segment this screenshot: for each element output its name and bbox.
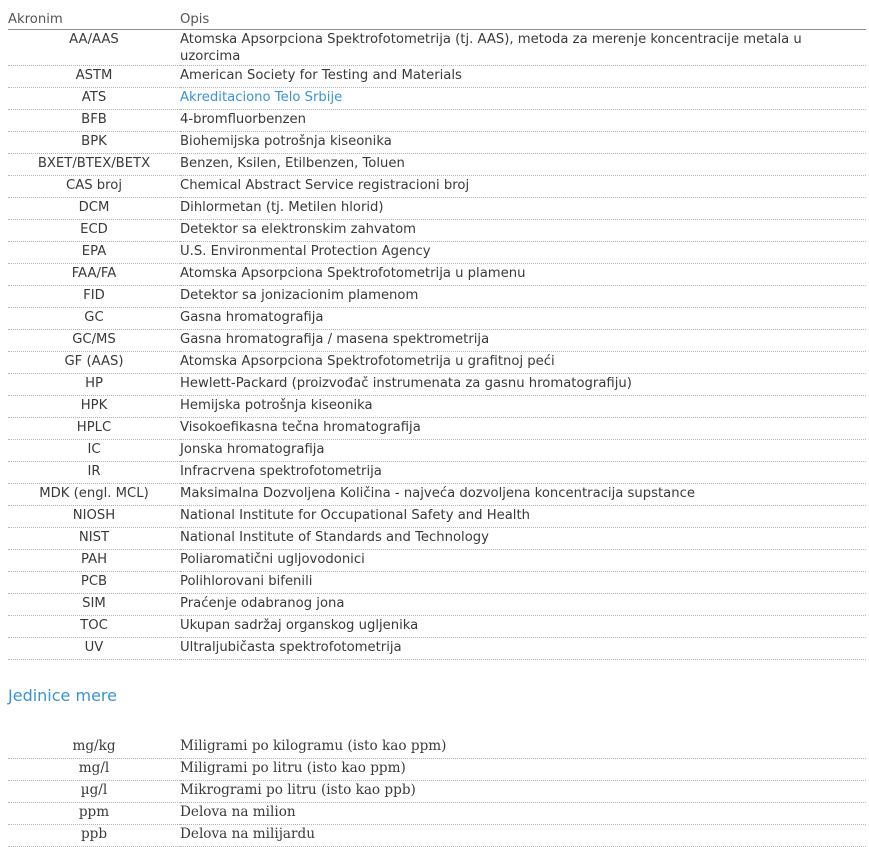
units-table bbox=[8, 737, 866, 847]
description-link[interactable]: Akreditaciono Telo Srbije bbox=[180, 90, 343, 105]
acronym-row bbox=[8, 198, 866, 220]
acronym-row bbox=[8, 418, 866, 440]
description-cell: Maksimalna Dozvoljena Količina - najveća dozvoljena koncentracija supstance bbox=[180, 484, 866, 506]
description-cell: Praćenje odabranog jona bbox=[180, 594, 866, 616]
acronym-cell: mg/l bbox=[8, 759, 180, 781]
description-cell: Hemijska potrošnja kiseonika bbox=[180, 396, 866, 418]
acronym-cell: DCM bbox=[8, 198, 180, 220]
acronym-cell: GF (AAS) bbox=[8, 352, 180, 374]
acronym-row bbox=[8, 550, 866, 572]
acronym-cell: mg/kg bbox=[8, 737, 180, 759]
acronym-row bbox=[8, 88, 866, 110]
acronym-row bbox=[8, 264, 866, 286]
acronym-row bbox=[8, 638, 866, 660]
acronym-cell: GC bbox=[8, 308, 180, 330]
description-cell bbox=[180, 88, 866, 110]
units-section bbox=[8, 737, 866, 847]
acronym-row bbox=[8, 484, 866, 506]
description-cell: Atomska Apsorpciona Spektrofotometrija u plamenu bbox=[180, 264, 866, 286]
acronym-row bbox=[8, 308, 866, 330]
acronym-cell: BFB bbox=[8, 110, 180, 132]
acronym-row bbox=[8, 594, 866, 616]
description-cell: Detektor sa jonizacionim plamenom bbox=[180, 286, 866, 308]
acronym-row bbox=[8, 330, 866, 352]
unit-row bbox=[8, 825, 866, 847]
acronym-row bbox=[8, 176, 866, 198]
acronym-cell: IC bbox=[8, 440, 180, 462]
acronym-row bbox=[8, 132, 866, 154]
acronym-row bbox=[8, 462, 866, 484]
acronym-cell: TOC bbox=[8, 616, 180, 638]
description-cell: Biohemijska potrošnja kiseonika bbox=[180, 132, 866, 154]
acronym-cell: HP bbox=[8, 374, 180, 396]
acronym-column-header: Akronim bbox=[8, 0, 180, 30]
acronym-row bbox=[8, 30, 866, 66]
description-cell: American Society for Testing and Materials bbox=[180, 66, 866, 88]
acronym-row bbox=[8, 440, 866, 462]
description-cell: Miligrami po kilogramu (isto kao ppm) bbox=[180, 737, 866, 759]
acronym-cell: NIOSH bbox=[8, 506, 180, 528]
acronym-cell: MDK (engl. MCL) bbox=[8, 484, 180, 506]
acronym-cell: PAH bbox=[8, 550, 180, 572]
description-cell: Delova na milion bbox=[180, 803, 866, 825]
unit-row bbox=[8, 737, 866, 759]
acronym-row bbox=[8, 286, 866, 308]
acronym-cell: SIM bbox=[8, 594, 180, 616]
acronym-row bbox=[8, 242, 866, 264]
description-cell: Chemical Abstract Service registracioni broj bbox=[180, 176, 866, 198]
description-cell: Jonska hromatografija bbox=[180, 440, 866, 462]
acronyms-section bbox=[8, 0, 866, 660]
description-cell: Detektor sa elektronskim zahvatom bbox=[180, 220, 866, 242]
acronym-row bbox=[8, 528, 866, 550]
acronym-cell: µg/l bbox=[8, 781, 180, 803]
description-cell: Mikrogrami po litru (isto kao ppb) bbox=[180, 781, 866, 803]
description-cell: Delova na milijardu bbox=[180, 825, 866, 847]
acronym-row bbox=[8, 110, 866, 132]
acronym-row bbox=[8, 396, 866, 418]
description-cell: Atomska Apsorpciona Spektrofotometrija (tj. AAS), metoda za merenje koncentracije metala u uzorcima bbox=[180, 30, 866, 66]
unit-row bbox=[8, 781, 866, 803]
description-cell: National Institute for Occupational Safety and Health bbox=[180, 506, 866, 528]
acronym-cell: ECD bbox=[8, 220, 180, 242]
acronym-row bbox=[8, 506, 866, 528]
description-cell: Hewlett-Packard (proizvođač instrumenata za gasnu hromatografiju) bbox=[180, 374, 866, 396]
unit-row bbox=[8, 803, 866, 825]
acronym-cell: ATS bbox=[8, 88, 180, 110]
acronym-row bbox=[8, 572, 866, 594]
acronym-cell: ppm bbox=[8, 803, 180, 825]
description-column-header: Opis bbox=[180, 0, 866, 30]
acronym-row bbox=[8, 616, 866, 638]
description-cell: Visokoefikasna tečna hromatografija bbox=[180, 418, 866, 440]
description-cell: Ultraljubičasta spektrofotometrija bbox=[180, 638, 866, 660]
acronym-cell: IR bbox=[8, 462, 180, 484]
description-cell: Infracrvena spektrofotometrija bbox=[180, 462, 866, 484]
description-cell: 4-bromfluorbenzen bbox=[180, 110, 866, 132]
acronym-cell: BPK bbox=[8, 132, 180, 154]
acronym-cell: EPA bbox=[8, 242, 180, 264]
acronym-row bbox=[8, 352, 866, 374]
description-cell: Gasna hromatografija / masena spektrometrija bbox=[180, 330, 866, 352]
acronym-cell: HPLC bbox=[8, 418, 180, 440]
unit-row bbox=[8, 759, 866, 781]
acronym-cell: GC/MS bbox=[8, 330, 180, 352]
acronym-cell: UV bbox=[8, 638, 180, 660]
acronym-cell: PCB bbox=[8, 572, 180, 594]
acronym-cell: HPK bbox=[8, 396, 180, 418]
acronym-row bbox=[8, 374, 866, 396]
acronym-cell: AA/AAS bbox=[8, 30, 180, 66]
description-cell: Benzen, Ksilen, Etilbenzen, Toluen bbox=[180, 154, 866, 176]
acronym-cell: CAS broj bbox=[8, 176, 180, 198]
acronym-cell: ASTM bbox=[8, 66, 180, 88]
acronym-cell: ppb bbox=[8, 825, 180, 847]
acronyms-body bbox=[8, 30, 866, 660]
description-cell: Dihlormetan (tj. Metilen hlorid) bbox=[180, 198, 866, 220]
description-cell: Ukupan sadržaj organskog ugljenika bbox=[180, 616, 866, 638]
acronyms-header-row bbox=[8, 0, 866, 30]
acronym-cell: BXET/BTEX/BETX bbox=[8, 154, 180, 176]
acronym-row bbox=[8, 154, 866, 176]
units-body bbox=[8, 737, 866, 847]
acronym-row bbox=[8, 220, 866, 242]
acronyms-table bbox=[8, 0, 866, 660]
acronym-cell: NIST bbox=[8, 528, 180, 550]
description-cell: U.S. Environmental Protection Agency bbox=[180, 242, 866, 264]
description-cell: Polihlorovani bifenili bbox=[180, 572, 866, 594]
description-cell: Miligrami po litru (isto kao ppm) bbox=[180, 759, 866, 781]
acronym-cell: FAA/FA bbox=[8, 264, 180, 286]
description-cell: Poliaromatični ugljovodonici bbox=[180, 550, 866, 572]
description-cell: Atomska Apsorpciona Spektrofotometrija u grafitnoj peći bbox=[180, 352, 866, 374]
units-section-title: Jedinice mere bbox=[8, 686, 117, 705]
description-cell: Gasna hromatografija bbox=[180, 308, 866, 330]
acronym-row bbox=[8, 66, 866, 88]
acronym-cell: FID bbox=[8, 286, 180, 308]
description-cell: National Institute of Standards and Technology bbox=[180, 528, 866, 550]
